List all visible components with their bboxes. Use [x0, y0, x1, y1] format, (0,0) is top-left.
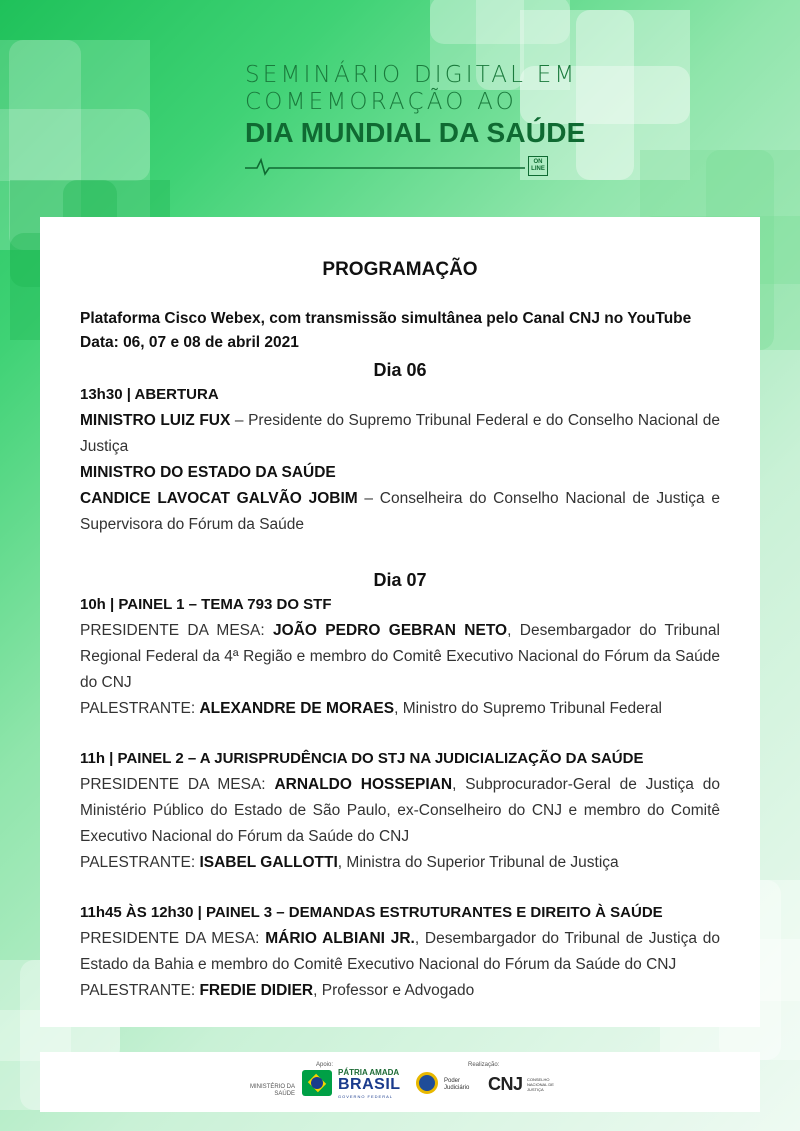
- speaker-name: MINISTRO DO ESTADO DA SAÚDE: [80, 464, 336, 481]
- role-label: PRESIDENTE DA MESA:: [80, 622, 274, 639]
- speaker-name: FREDIE DIDIER: [199, 982, 314, 999]
- sponsor-footer: [40, 1052, 760, 1112]
- online-badge: [528, 156, 548, 176]
- panel-1-president: [80, 618, 720, 696]
- badge-bottom: LINE: [531, 166, 545, 172]
- day-06-heading: Dia 06: [373, 360, 427, 380]
- badge-top: ON: [533, 159, 543, 165]
- speaker-name: CANDICE LAVOCAT GALVÃO JOBIM: [80, 490, 358, 507]
- speaker-desc: , Professor e Advogado: [313, 982, 475, 999]
- opening-speaker-2: [80, 460, 720, 486]
- opening-speaker-3: [80, 486, 720, 538]
- day-07-heading: Dia 07: [373, 570, 427, 590]
- role-label: PALESTRANTE:: [80, 982, 200, 999]
- panel-3-speaker: [80, 978, 720, 1004]
- role-label: PRESIDENTE DA MESA:: [80, 930, 266, 947]
- role-label: PRESIDENTE DA MESA:: [80, 776, 275, 793]
- patria-amada-text: PÁTRIA AMADA: [338, 1068, 400, 1077]
- program-intro: [80, 307, 720, 355]
- speaker-desc: , Subprocurador-Geral de Justiça do Ministério Público do Estado de São Paulo, ex-Conselheiro do CNJ e membro do Comitê Executivo Nacional do Fórum da Saúde do CNJ: [80, 776, 720, 845]
- realizacao-label: Realização:: [468, 1062, 500, 1068]
- brasil-text: BRASIL: [338, 1076, 401, 1093]
- panel-2-speaker: [80, 850, 720, 876]
- title-line-3: DIA MUNDIAL DA SAÚDE: [245, 117, 586, 148]
- panel-2-president: [80, 772, 720, 850]
- speaker-name: ISABEL GALLOTTI: [199, 854, 338, 871]
- panel-3-president: [80, 926, 720, 978]
- speaker-name: ARNALDO HOSSEPIAN: [274, 776, 453, 793]
- brazil-flag-icon: [302, 1070, 332, 1096]
- speaker-desc: – Presidente do Supremo Tribunal Federal e do Conselho Nacional de Justiça: [80, 412, 721, 455]
- speaker-name: ALEXANDRE DE MORAES: [199, 700, 395, 717]
- speaker-desc: , Desembargador do Tribunal Regional Federal da 4ª Região e membro do Comitê Executivo Nacional do Fórum da Saúde do CNJ: [80, 622, 720, 691]
- speaker-name: JOÃO PEDRO GEBRAN NETO: [273, 622, 508, 639]
- speaker-desc: , Desembargador do Tribunal de Justiça do Estado da Bahia e membro do Comitê Executivo Nacional do Fórum da Saúde do CNJ: [80, 930, 720, 973]
- heartbeat-line-icon: [245, 150, 525, 180]
- opening-slot: 13h30 | ABERTURA: [80, 386, 219, 403]
- platform-line: Plataforma Cisco Webex, com transmissão simultânea pelo Canal CNJ no YouTube: [80, 310, 692, 327]
- coat-of-arms-icon: [416, 1072, 438, 1094]
- cnj-subtitle: CONSELHO NACIONAL DE JUSTIÇA: [527, 1077, 554, 1092]
- role-label: PALESTRANTE:: [80, 854, 200, 871]
- role-label: PALESTRANTE:: [80, 700, 200, 717]
- title-line-1: SEMINÁRIO DIGITAL EM: [245, 62, 578, 88]
- speaker-name: MÁRIO ALBIANI JR.: [265, 930, 415, 947]
- ministerio-saude-logo: MINISTÉRIO DA SAÚDE: [249, 1084, 295, 1097]
- speaker-desc: , Ministro do Supremo Tribunal Federal: [394, 700, 663, 717]
- panel-1-slot: 10h | PAINEL 1 – TEMA 793 DO STF: [80, 596, 332, 613]
- event-title: [245, 62, 586, 150]
- poder-judiciario-text: Poder Judiciário: [444, 1078, 470, 1091]
- speaker-desc: – Conselheira do Conselho Nacional de Justiça e Supervisora do Fórum da Saúde: [80, 490, 720, 533]
- panel-1-speaker: [80, 696, 720, 722]
- cnj-logo: CNJ: [488, 1074, 523, 1094]
- title-line-2: COMEMORAÇÃO AO: [245, 89, 517, 115]
- panel-2-slot: 11h | PAINEL 2 – A JURISPRUDÊNCIA DO STJ NA JUDICIALIZAÇÃO DA SAÚDE: [80, 750, 644, 767]
- governo-federal-text: GOVERNO FEDERAL: [338, 1094, 394, 1099]
- dates-line: Data: 06, 07 e 08 de abril 2021: [80, 334, 299, 351]
- speaker-name: MINISTRO LUIZ FUX: [80, 412, 231, 429]
- speaker-desc: , Ministra do Superior Tribunal de Justiça: [337, 854, 619, 871]
- apoio-label: Apoio:: [316, 1062, 334, 1068]
- program-title: PROGRAMAÇÃO: [322, 259, 478, 280]
- program-card: [40, 217, 760, 1027]
- panel-3-slot: 11h45 ÀS 12h30 | PAINEL 3 – DEMANDAS ESTRUTURANTES E DIREITO À SAÚDE: [80, 904, 663, 921]
- opening-speaker-1: [80, 408, 720, 460]
